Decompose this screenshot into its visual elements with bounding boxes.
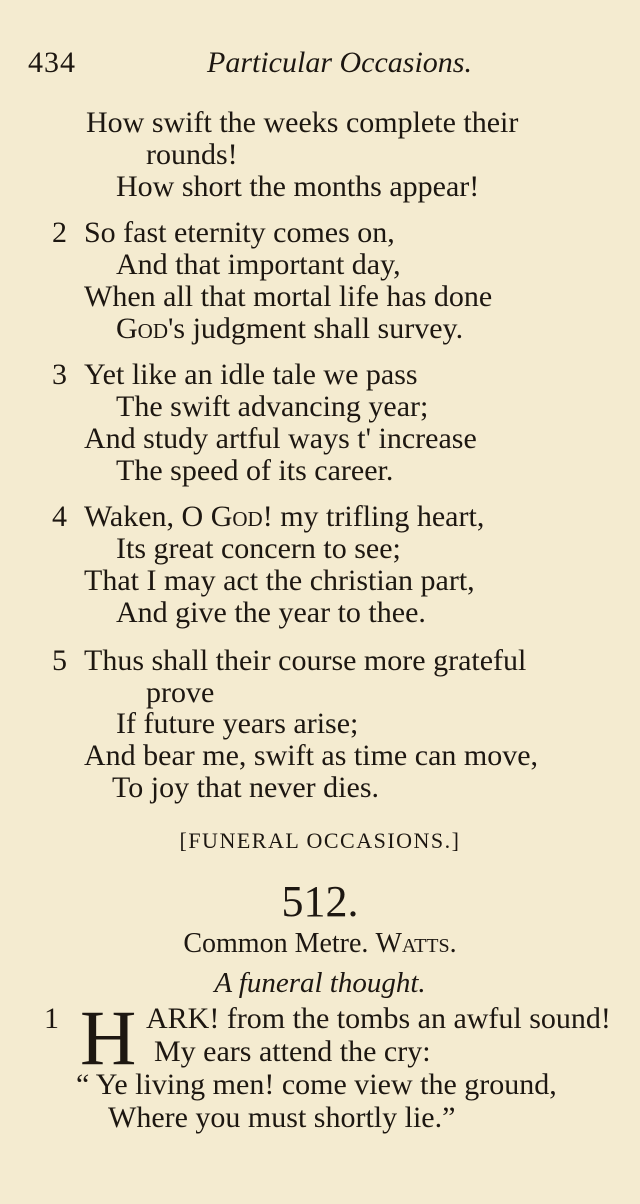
stanza-number: 5: [52, 644, 67, 677]
verse-line: When all that mortal life has done: [84, 280, 493, 313]
verse-line: rounds!: [146, 138, 238, 171]
verse-line: The swift advancing year;: [116, 390, 429, 423]
stanza-number: 2: [52, 216, 67, 249]
verse-line: And that important day,: [116, 248, 401, 281]
verse-line: “ Ye living men! come view the ground,: [76, 1068, 557, 1101]
verse-line: And study artful ways t' increase: [84, 422, 477, 455]
running-title: Particular Occasions.: [207, 46, 472, 79]
verse-text: 's judgment shall survey.: [168, 312, 464, 345]
stanza-number: 3: [52, 358, 67, 391]
verse-line: The speed of its career.: [116, 454, 394, 487]
page-header: [0, 46, 640, 86]
metre: Common Metre.: [183, 928, 369, 959]
verse-text: Waken, O: [84, 500, 211, 533]
author: Watts.: [375, 928, 457, 959]
stanza-number: 4: [52, 500, 67, 533]
verse-line: And give the year to thee.: [116, 596, 426, 629]
verse-line: My ears attend the cry:: [154, 1035, 431, 1068]
verse-line: How swift the weeks complete their: [86, 106, 519, 139]
verse-line: Yet like an idle tale we pass: [84, 358, 418, 391]
metre-line: [0, 928, 640, 960]
verse-line: Where you must shortly lie.”: [108, 1101, 456, 1134]
stanza-number: 1: [44, 1002, 59, 1035]
section-heading: [FUNERAL OCCASIONS.]: [179, 828, 461, 853]
verse-line: And bear me, swift as time can move,: [84, 739, 539, 772]
verse-line: Its great concern to see;: [116, 532, 401, 565]
verse-line: So fast eternity comes on,: [84, 216, 395, 249]
hymn-number: 512.: [281, 877, 359, 926]
verse-line: ARK! from the tombs an awful sound!: [146, 1002, 611, 1035]
verse-line: prove: [146, 676, 215, 709]
verse-line: How short the months appear!: [116, 170, 480, 203]
verse-line: To joy that never dies.: [112, 771, 379, 804]
verse-line: If future years arise;: [116, 707, 359, 740]
divine-name: God: [116, 312, 168, 345]
page-number: 434: [28, 46, 76, 79]
verse-line: That I may act the christian part,: [84, 564, 475, 597]
verse-line: [84, 500, 484, 534]
verse-text: ! my trifling heart,: [262, 500, 485, 533]
divine-name: God: [210, 500, 263, 533]
verse-line: [116, 312, 463, 346]
verse-line: Thus shall their course more grateful: [84, 644, 527, 677]
hymn-subject: A funeral thought.: [214, 967, 426, 999]
drop-cap: H: [80, 994, 137, 1081]
